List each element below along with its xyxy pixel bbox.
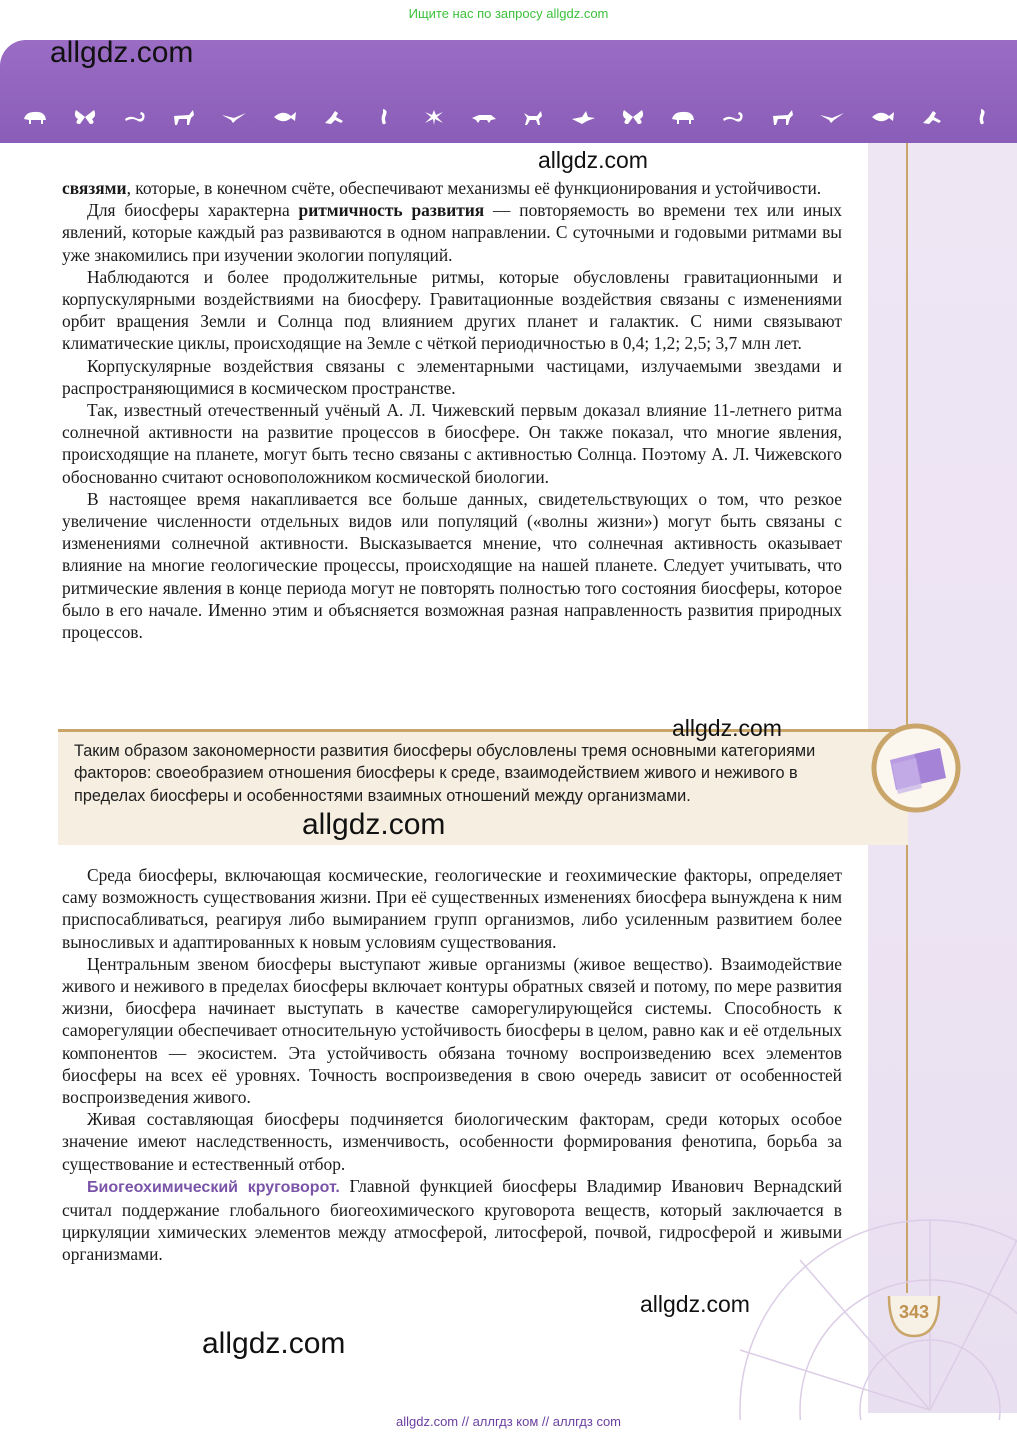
body-text-lower [62, 864, 842, 1266]
page-number: 343 [898, 1302, 930, 1322]
body-text-upper [62, 177, 842, 643]
fish-icon [869, 107, 895, 127]
bird-icon [570, 107, 596, 127]
fish-icon [271, 107, 297, 127]
pterosaur-icon [221, 107, 247, 127]
paragraph: Среда биосферы, включающая космические, геологические и геохимические факторы, определяет саму возможность существования жизни. При её существенных изменениях биосфера вынуждена к ним приспосабливаться, реагируя либо вымиранием групп организмов, либо усиленным развитием более выносливых и адаптированных к новым условиям существования. [62, 865, 842, 952]
watermark: allgdz.com [302, 808, 446, 841]
lizard-icon [919, 107, 945, 127]
bison-icon [670, 107, 696, 127]
scorpion-icon [122, 107, 148, 127]
lizard-icon [321, 107, 347, 127]
bison-icon [22, 107, 48, 127]
seahorse-icon [371, 107, 397, 127]
book-icon [868, 720, 964, 816]
summary-text: Таким образом закономерности развития биосферы обусловлены тремя основными категориями факторов: своеобразием отношения биосферы к среде, взаимодействием живого и неживого в пределах биосферы и особенностями взаимных отношений между организмами. [74, 742, 816, 805]
scorpion-icon [720, 107, 746, 127]
seahorse-icon [969, 107, 995, 127]
margin-gold-line [906, 143, 908, 1293]
butterfly-icon [620, 107, 646, 127]
paragraph: Для биосферы характерна ритмичность развития — повторяемость во времени тех или иных явлений, которые каждый раз развиваются в одном направлении. С суточными и годовыми ритмами вы уже знакомились при изучении экологии популяций. [62, 200, 842, 265]
paragraph: связями, которые, в конечном счёте, обеспечивают механизмы её функционирования и устойчивости. [62, 178, 822, 198]
summary-box [58, 729, 908, 845]
antelope-icon [171, 107, 197, 127]
watermark: allgdz.com [640, 1291, 750, 1317]
watermark: allgdz.com [202, 1327, 346, 1360]
watermark: allgdz.com [538, 147, 648, 173]
paragraph: Живая составляющая биосферы подчиняется биологическим факторам, среди которых особое значение имеют наследственность, изменчивость, особенности формирования фенотипа, борьба за существование и естественный отбор. [62, 1109, 842, 1174]
watermark: allgdz.com [672, 715, 782, 741]
butterfly-icon [72, 107, 98, 127]
antelope-icon [770, 107, 796, 127]
animal-silhouette-strip [0, 98, 1017, 136]
paragraph: Корпускулярные воздействия связаны с элементарными частицами, излучаемыми звездами и распространяющимися в космическом пространстве. [62, 355, 842, 398]
paragraph: Биогеохимический круговорот. Главной функцией биосферы Владимир Иванович Вернадский считал поддержание глобального биогеохимического круговорота веществ, который заключается в циркуляции химических элементов между атмосферой, литосферой, почвой, гидросферой и живыми организмами. [62, 1175, 843, 1265]
footer-links: allgdz.com // аллгдз ком // аллгдз com [395, 1414, 622, 1429]
watermark: allgdz.com [50, 36, 194, 69]
pterosaur-icon [819, 107, 845, 127]
jackal-icon [520, 107, 546, 127]
paragraph: Центральным звеном биосферы выступают живые организмы (живое вещество). Взаимодействие живого и неживого в пределах биосферы включает контуры обратных связей и потому, по мере развития жизни, биосфера начинает выступать в качестве саморегулирующейся системы. Способность к саморегуляции обеспечивает относительную устойчивость биосферы в целом, равно как и её отдельных компонентов — экосистем. Эта устойчивость обязана точному воспроизведению всех элементов биосферы на всех её уровнях. Точность воспроизведения в свою очередь зависит от особенностей воспроизведения живого. [62, 953, 842, 1108]
paragraph: Так, известный отечественный учёный А. Л. Чижевский первым доказал влияние 11-летнего ритма солнечной активности на развитие процессов в биосфере. Он также показал, что многие явления, происходящие на планете, могут быть тесно связаны с активностью Солнца. Поэтому А. Л. Чижевского обоснованно считают основоположником космической биологии. [62, 400, 842, 487]
top-search-note: Ищите нас по запросу allgdz.com [408, 6, 609, 21]
section-heading: Биогеохимический круговорот. [87, 1178, 340, 1196]
page-number-badge [885, 1290, 943, 1340]
bold-term: ритмичность развития [298, 200, 485, 221]
bold-term: связями [62, 178, 127, 198]
paragraph: В настоящее время накапливается все больше данных, свидетельствующих о том, что резкое увеличение численности отдельных видов или популяций («волны жизни») могут быть связаны с изменениями солнечной активности. Высказывается мнение, что солнечная активность оказывает влияние на многие геологические процессы, происходящие на нашей планете. Следует учитывать, что ритмические явления в конце периода могут не повторять полностью того состояния биосферы, которое было в его начале. Именно этим и объясняется возможная разная направленность развития природных процессов. [62, 488, 842, 643]
insect-icon [421, 107, 447, 127]
paragraph: Наблюдаются и более продолжительные ритмы, которые обусловлены гравитационными и корпускулярными воздействиями на биосферу. Гравитационные воздействия связаны с изменениями орбит вращения Земли и Солнца под влиянием других планет и галактик. С ними связывают климатические циклы, происходящие на Земле с чёткой периодичностью в 0,4; 1,2; 2,5; 3,7 млн лет. [62, 266, 842, 354]
crocodile-icon [471, 107, 497, 127]
